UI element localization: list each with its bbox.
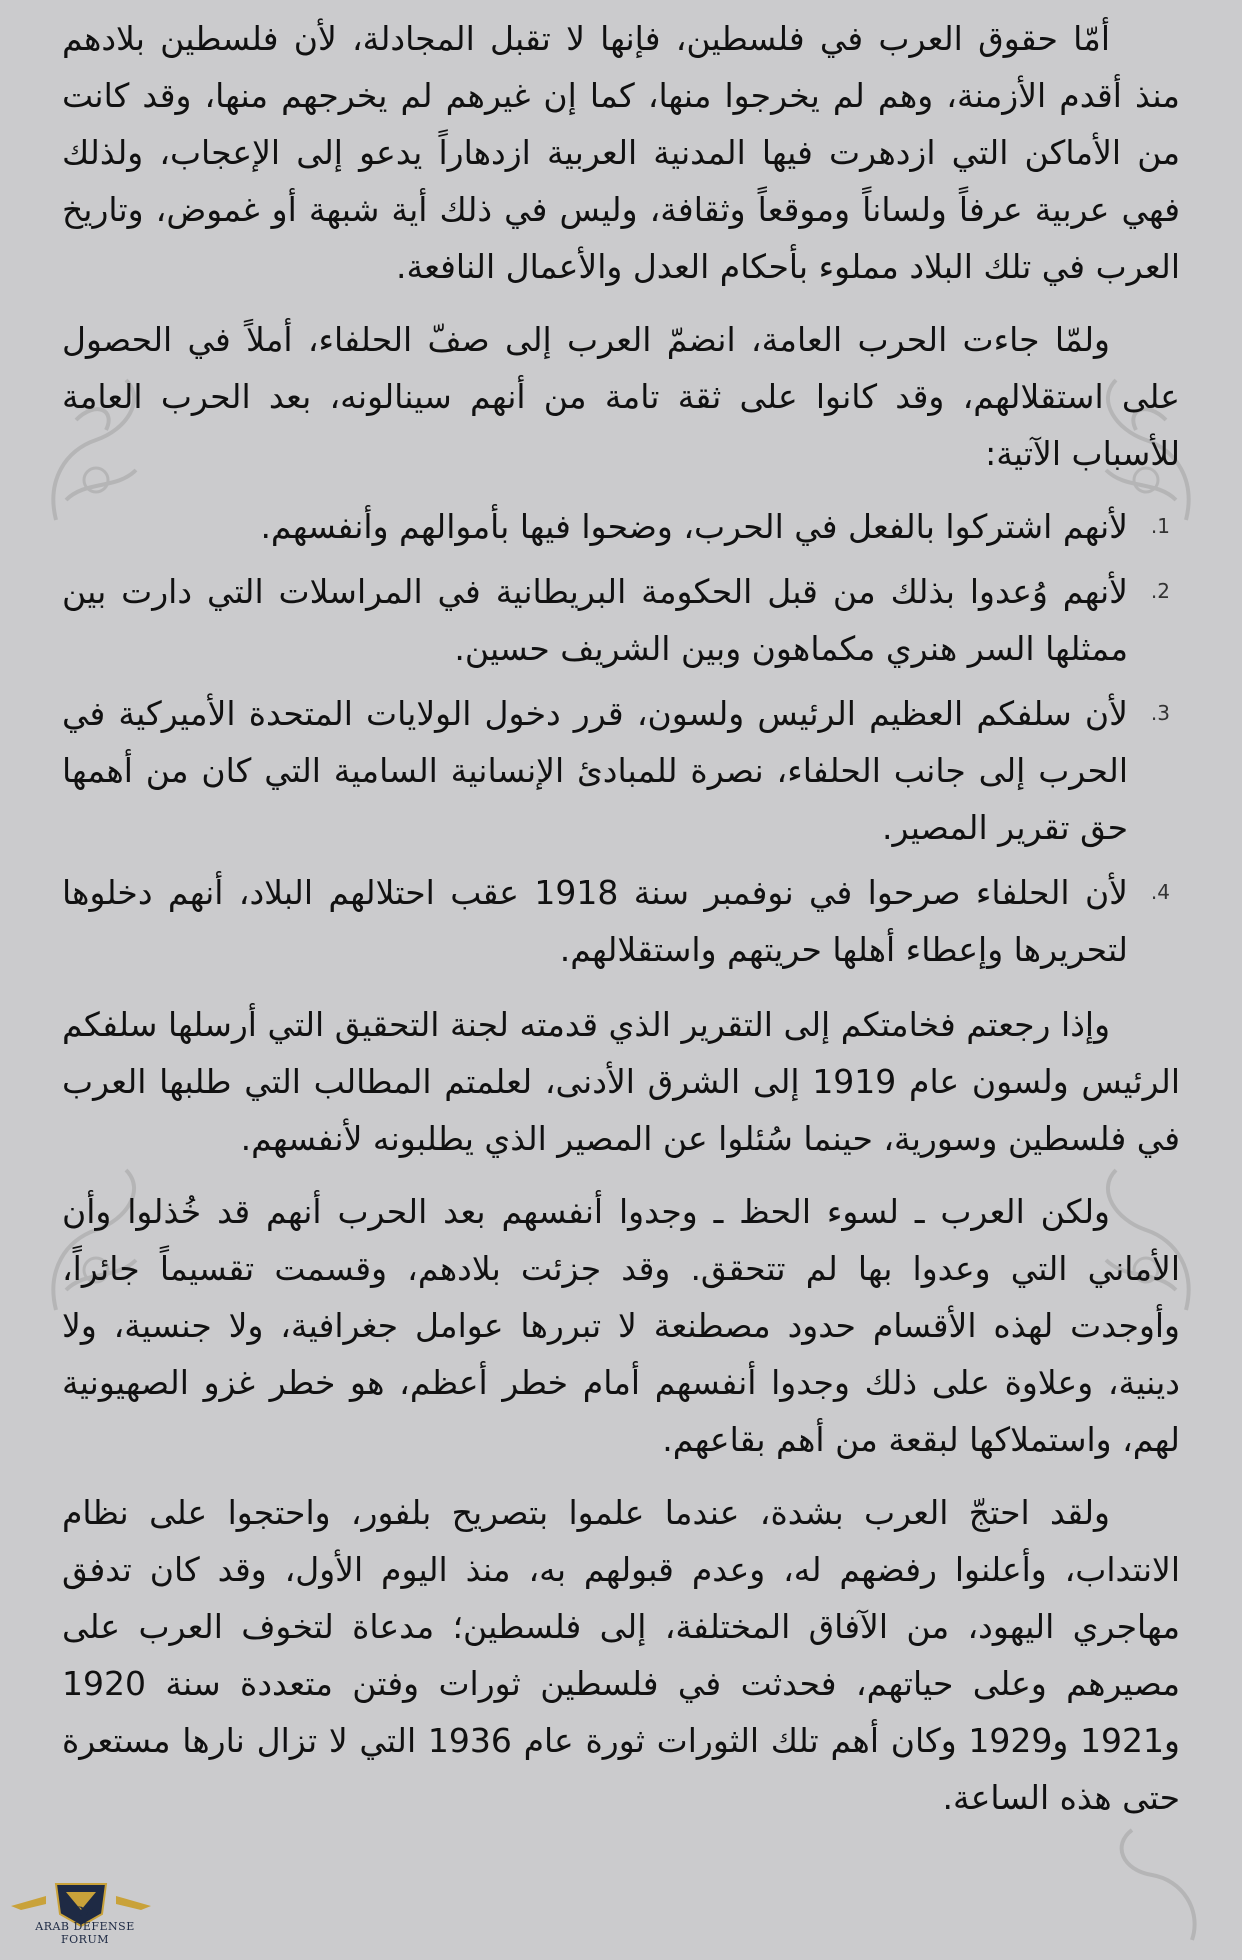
forum-logo-text	[10, 1905, 160, 1946]
paragraph: وإذا رجعتم فخامتكم إلى التقرير الذي قدمته لجنة التحقيق التي أرسلها سلفكم الرئيس ولسون عام 1919 إلى الشرق الأدنى، لعلمتم المطالب التي طلبها العرب في فلسطين وسورية، حينما سُئلوا عن المصير الذي يطلبونه لأنفسهم.	[62, 1005, 1180, 1158]
list-item-text: لأنهم اشتركوا بالفعل في الحرب، وضحوا فيها بأموالهم وأنفسهم.	[260, 507, 1128, 546]
list-item-text: لأن سلفكم العظيم الرئيس ولسون، قرر دخول الولايات المتحدة الأميركية في الحرب إلى جانب الحلفاء، نصرة للمبادئ الإنسانية السامية التي كان من أهمها حق تقرير المصير.	[62, 694, 1128, 847]
list-item-text: لأن الحلفاء صرحوا في نوفمبر سنة 1918 عقب احتلالهم البلاد، أنهم دخلوها لتحريرها وإعطاء أهلها حريتهم واستقلالهم.	[62, 873, 1129, 969]
paragraph: ولمّا جاءت الحرب العامة، انضمّ العرب إلى صفّ الحلفاء، أملاً في الحصول على استقلالهم، وقد كانوا على ثقة تامة من أنهم سينالونه، بعد الحرب العامة للأسباب الآتية:	[62, 320, 1180, 473]
list-number: 2.	[1150, 579, 1170, 603]
paragraph: أمّا حقوق العرب في فلسطين، فإنها لا تقبل المجادلة، لأن فلسطين بلادهم منذ أقدم الأزمنة، وهم لم يخرجوا منها، كما إن غيرهم لم يخرجهم منها، وقد كانت من الأماكن التي ازدهرت فيها المدنية العربية ازدهاراً يدعو إلى الإعجاب، ولذلك فهي عربية عرفاً ولساناً وموقعاً وثقافة، وليس في ذلك أية شبهة أو غموض، وتاريخ العرب في تلك البلاد مملوء بأحكام العدل والأعمال النافعة.	[62, 19, 1180, 286]
logo-abbr: DA	[73, 1905, 97, 1920]
list-item	[62, 498, 1170, 555]
paragraph: ولقد احتجّ العرب بشدة، عندما علموا بتصريح بلفور، واحتجوا على نظام الانتداب، وأعلنوا رفضهم له، وعدم قبولهم به، منذ اليوم الأول، وقد كان تدفق مهاجري اليهود، من الآفاق المختلفة، إلى فلسطين؛ مدعاة لتخوف العرب على مصيرهم وعلى حياتهم، فحدثت في فلسطين ثورات وفتن متعددة سنة 1920 و1921 و1929 وكان أهم تلك الثورات ثورة عام 1936 التي لا تزال نارها مستعرة حتى هذه الساعة.	[62, 1493, 1180, 1817]
list-item-text: لأنهم وُعدوا بذلك من قبل الحكومة البريطانية في المراسلات التي دارت بين ممثلها السر هنري مكماهون وبين الشريف حسين.	[62, 572, 1128, 668]
reasons-list	[62, 498, 1180, 978]
list-number: 3.	[1150, 701, 1170, 725]
paragraph: ولكن العرب ـ لسوء الحظ ـ وجدوا أنفسهم بعد الحرب أنهم قد خُذلوا وأن الأماني التي وعدوا بها لم تتحقق. وقد جزئت بلادهم، وقسمت تقسيماً جائراً، وأوجدت لهذه الأقسام حدود مصطنعة لا تبررها عوامل جغرافية، ولا جنسية، ولا دينية، وعلاوة على ذلك وجدوا أنفسهم أمام خطر أعظم، هو خطر غزو الصهيونية لهم، واستملاكها لبقعة من أهم بقاعهم.	[62, 1192, 1180, 1459]
list-number: 1.	[1150, 514, 1170, 538]
list-item	[62, 563, 1170, 677]
list-item	[62, 685, 1170, 856]
list-number: 4.	[1150, 880, 1170, 904]
logo-name: ARAB DEFENSE FORUM	[35, 1920, 135, 1946]
article-body	[62, 10, 1180, 1842]
list-item	[62, 864, 1170, 978]
